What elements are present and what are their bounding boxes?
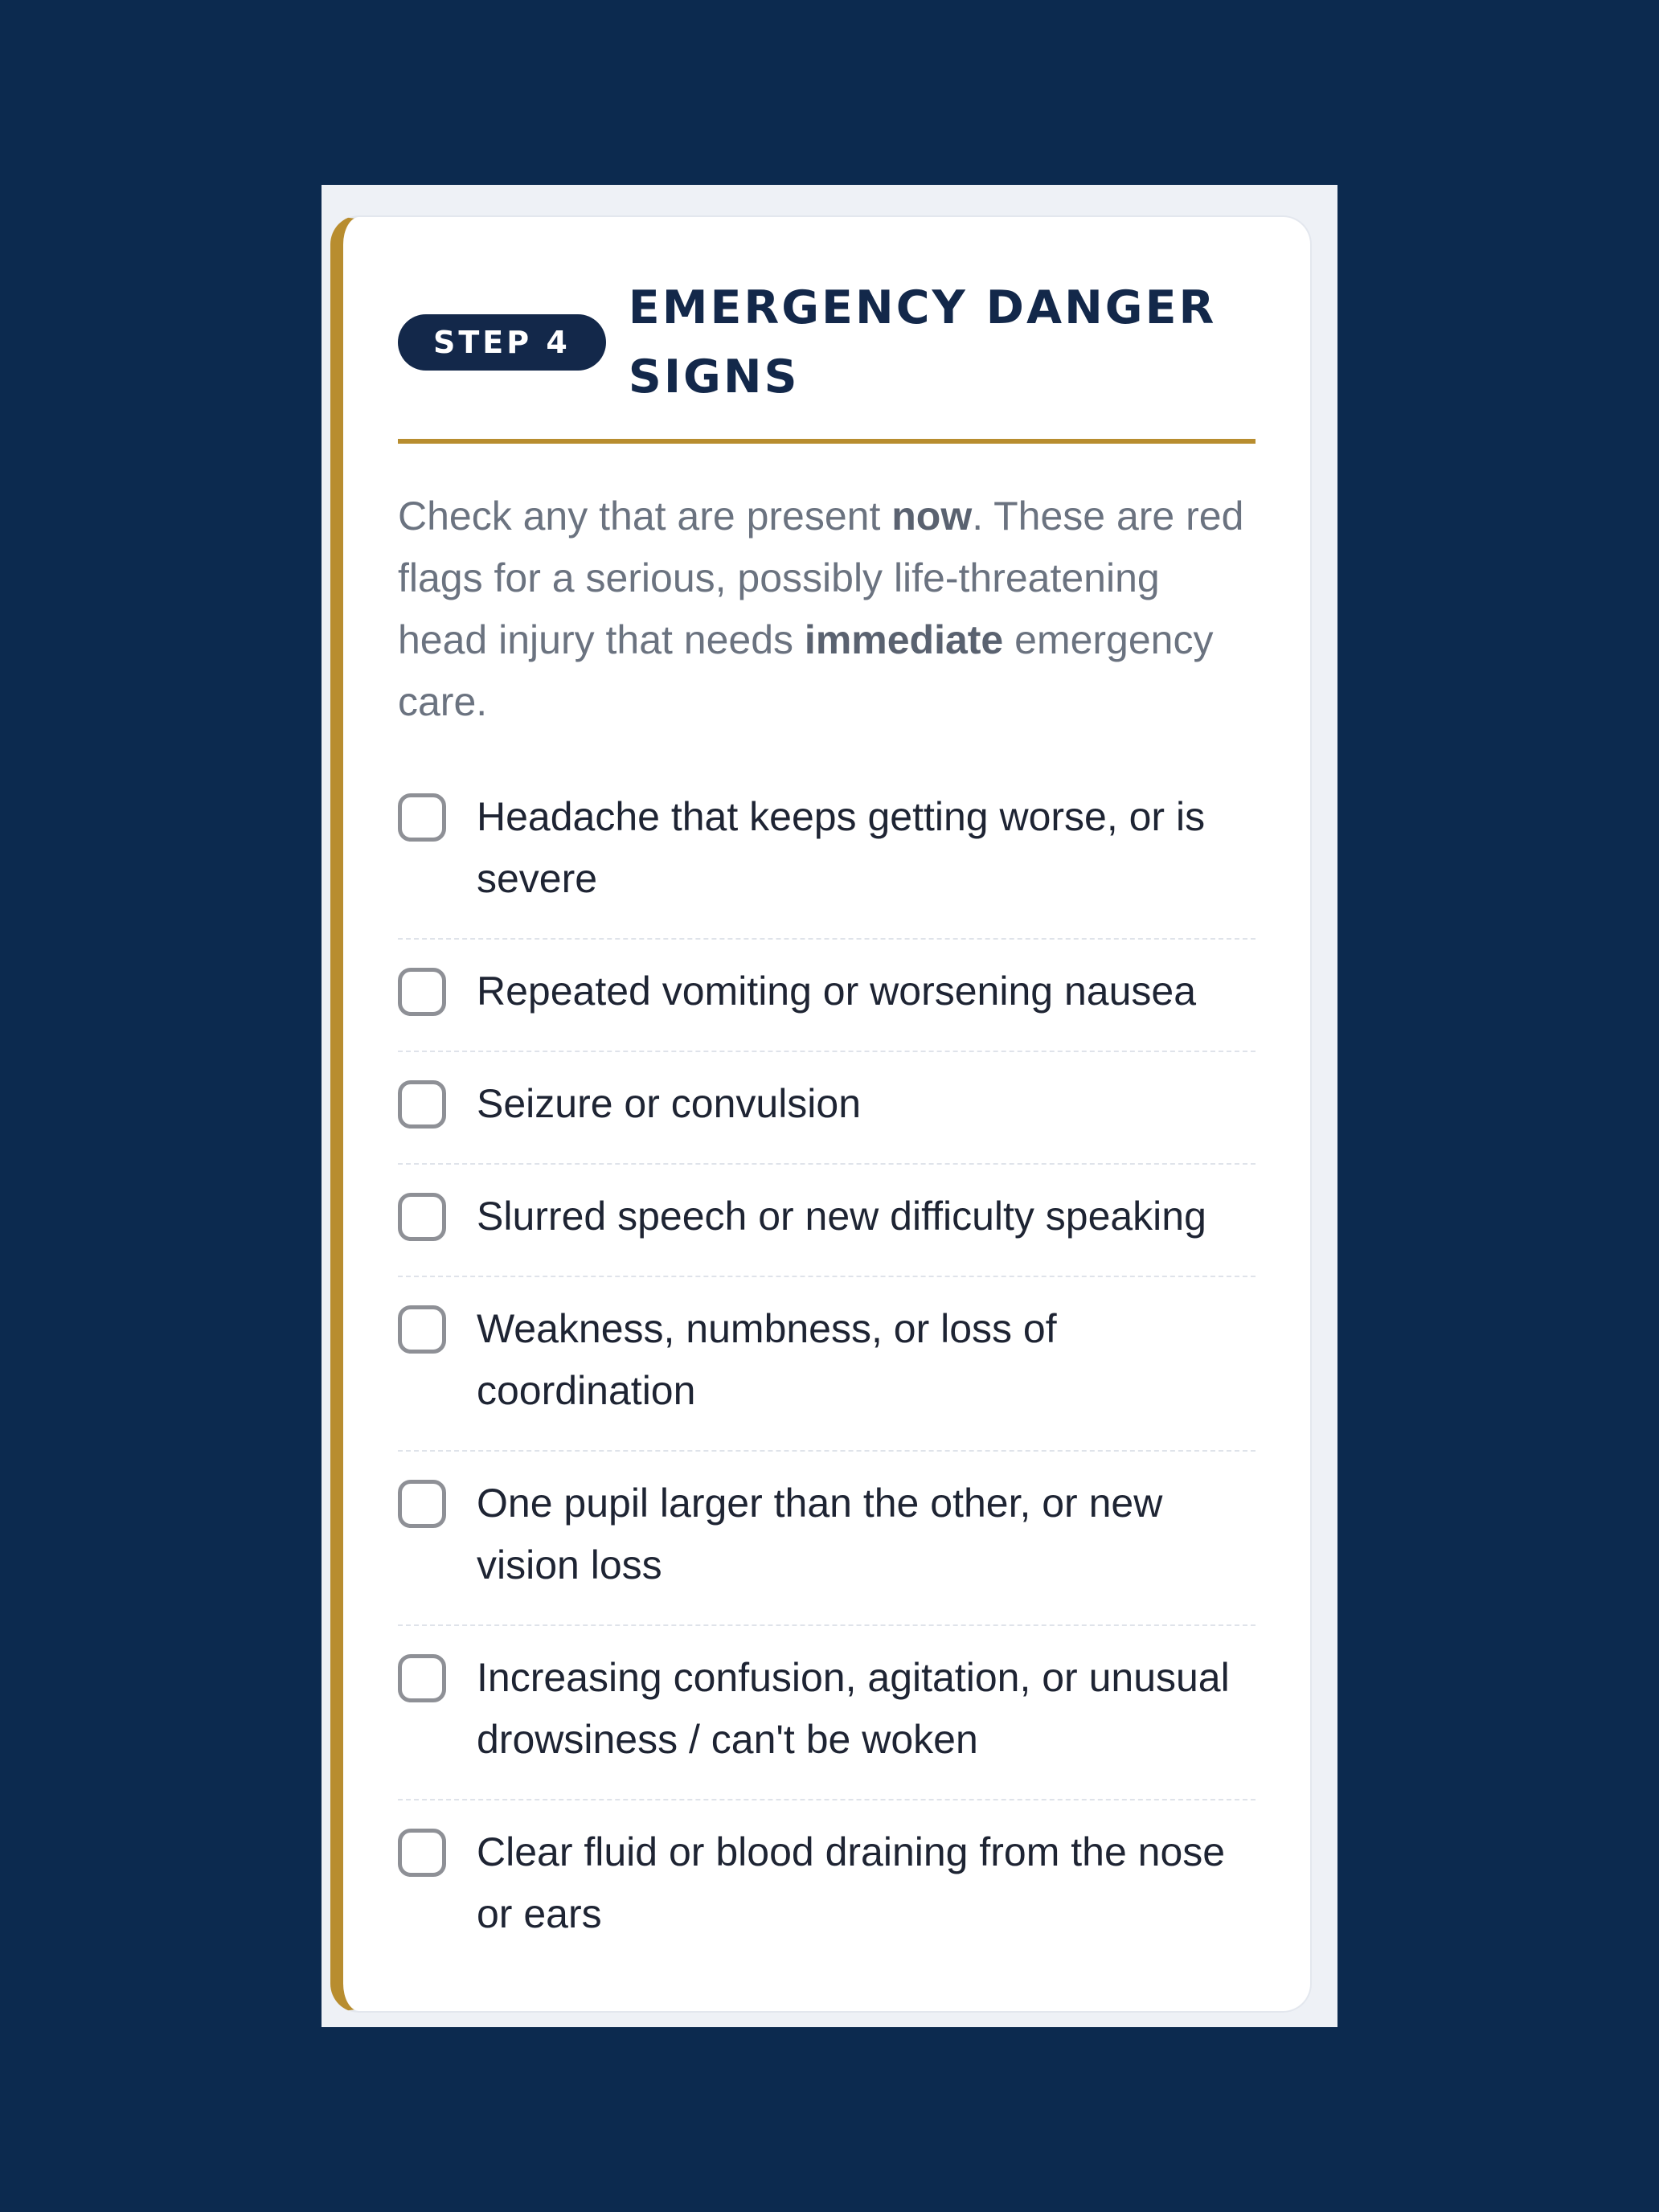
- intro-text-part: emergency care.: [398, 617, 1214, 724]
- checklist-item[interactable]: [398, 789, 1256, 940]
- checkbox[interactable]: [398, 793, 446, 842]
- checklist-item-label[interactable]: Increasing confusion, agitation, or unusual drowsiness / can't be woken: [477, 1655, 1230, 1762]
- checkbox[interactable]: [398, 1080, 446, 1129]
- danger-signs-card: [330, 215, 1312, 2013]
- checklist-item-label[interactable]: Repeated vomiting or worsening nausea: [477, 969, 1196, 1014]
- intro-text: [398, 485, 1256, 733]
- checklist-item[interactable]: [398, 1277, 1256, 1452]
- intro-text-part: Check any that are present: [398, 494, 892, 539]
- checklist-item-label[interactable]: Headache that keeps getting worse, or is severe: [477, 794, 1206, 901]
- section-header: [398, 217, 1256, 444]
- checklist-item-label[interactable]: Slurred speech or new difficulty speaking: [477, 1194, 1206, 1239]
- checklist-item-label[interactable]: Seizure or convulsion: [477, 1081, 862, 1126]
- checklist-item[interactable]: [398, 1800, 1256, 1973]
- checklist-item-label[interactable]: Clear fluid or blood draining from the nose or ears: [477, 1829, 1226, 1936]
- checkbox[interactable]: [398, 968, 446, 1016]
- intro-emphasis-immediate: immediate: [804, 617, 1004, 662]
- step-badge: STEP 4: [398, 314, 606, 371]
- intro-emphasis-now: now: [891, 494, 973, 539]
- checklist-item-label[interactable]: One pupil larger than the other, or new vision loss: [477, 1481, 1163, 1587]
- checklist-item[interactable]: [398, 940, 1256, 1052]
- checklist-item[interactable]: [398, 1165, 1256, 1277]
- checklist-item-label[interactable]: Weakness, numbness, or loss of coordination: [477, 1306, 1057, 1413]
- checklist-item[interactable]: [398, 1626, 1256, 1800]
- checklist-item[interactable]: [398, 1452, 1256, 1626]
- danger-signs-checklist: [398, 789, 1256, 1973]
- checklist-item[interactable]: [398, 1052, 1256, 1165]
- checkbox[interactable]: [398, 1829, 446, 1877]
- section-title: EMERGENCY DANGER SIGNS: [628, 281, 1217, 403]
- checkbox[interactable]: [398, 1654, 446, 1702]
- page-frame: [322, 185, 1337, 2027]
- intro-text-part: . These are red flags for a serious, possibly life-threatening head injury that needs: [398, 494, 1244, 662]
- checkbox[interactable]: [398, 1193, 446, 1241]
- checkbox[interactable]: [398, 1480, 446, 1528]
- checkbox[interactable]: [398, 1305, 446, 1354]
